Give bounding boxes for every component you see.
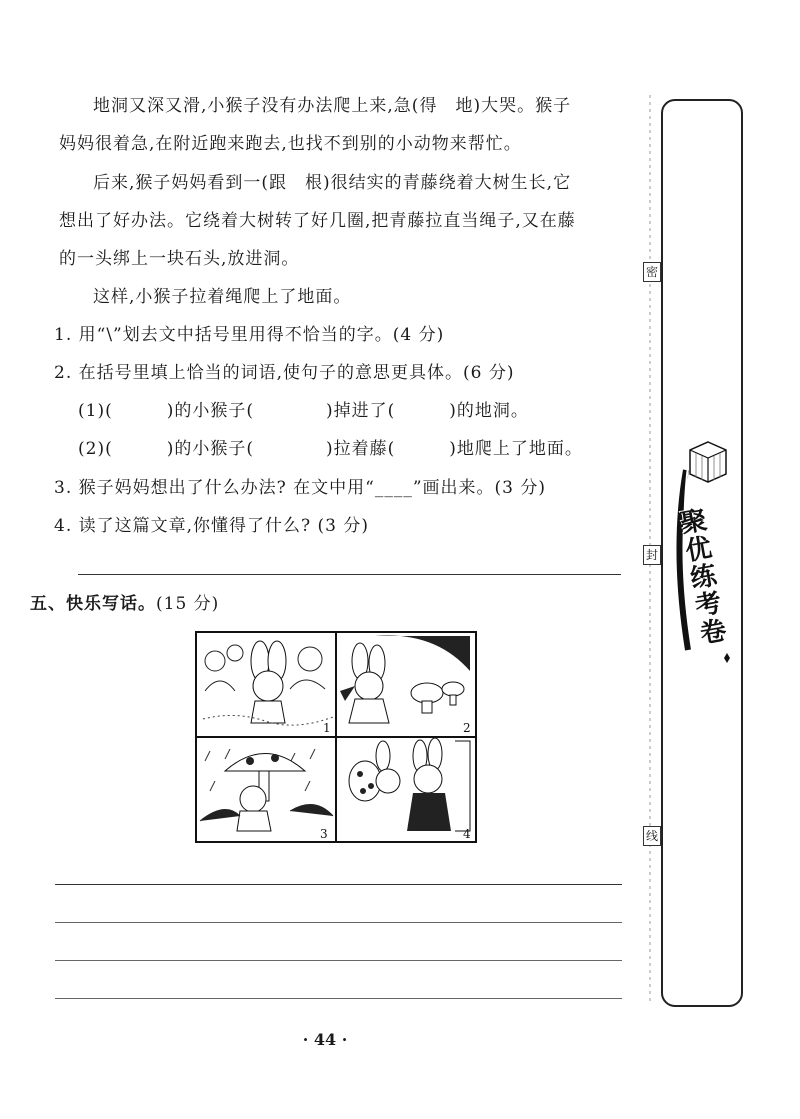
comic-panel-3-number: 3 (320, 827, 328, 841)
writing-line-2[interactable] (55, 922, 622, 923)
writing-line-3[interactable] (55, 960, 622, 961)
seal-mi: 密 (643, 262, 661, 282)
passage-p2-line2: 想出了好办法。它绕着大树转了好几圈,把青藤拉直当绳子,又在藤 (59, 211, 576, 231)
writing-line-4[interactable] (55, 998, 622, 999)
comic-panel-1-number: 1 (323, 721, 331, 735)
section5-title: 五、快乐写话。 (30, 594, 156, 614)
question-4: 4. 读了这篇文章,你懂得了什么? (3 分) (54, 516, 370, 536)
passage-p1-line2: 妈妈很着急,在附近跑来跑去,也找不到别的小动物来帮忙。 (59, 134, 522, 154)
question-3: 3. 猴子妈妈想出了什么办法? 在文中用“____”画出来。(3 分) (54, 478, 547, 498)
answer-line-q4[interactable] (78, 574, 621, 575)
seal-feng: 封 (643, 545, 661, 565)
question-1: 1. 用“\”划去文中括号里用得不恰当的字。(4 分) (54, 325, 445, 345)
question-2: 2. 在括号里填上恰当的词语,使句子的意思更具体。(6 分) (54, 363, 515, 383)
seal-xian: 线 (643, 826, 661, 846)
passage-p3-line1: 这样,小猴子拉着绳爬上了地面。 (93, 287, 352, 307)
comic-strip-image (195, 631, 477, 843)
passage-p2-line1: 后来,猴子妈妈看到一(跟 根)很结实的青藤绕着大树生长,它 (93, 173, 572, 193)
writing-line-1[interactable] (55, 884, 622, 885)
comic-panel-2-number: 2 (463, 721, 471, 735)
page-number: · 44 · (302, 1030, 348, 1049)
comic-panel-4-number: 4 (463, 827, 471, 841)
brand-logo-text: 聚优练考卷 (673, 505, 728, 649)
passage-p1-line1: 地洞又深又滑,小猴子没有办法爬上来,急(得 地)大哭。猴子 (93, 96, 572, 116)
question-2-1: (1)( )的小猴子( )掉进了( )的地洞。 (78, 401, 529, 421)
section5-heading (30, 592, 219, 616)
section5-score: (15 分) (156, 594, 220, 614)
question-2-2: (2)( )的小猴子( )拉着藤( )地爬上了地面。 (78, 439, 583, 459)
passage-p2-line3: 的一头绑上一块石头,放进洞。 (59, 249, 300, 269)
